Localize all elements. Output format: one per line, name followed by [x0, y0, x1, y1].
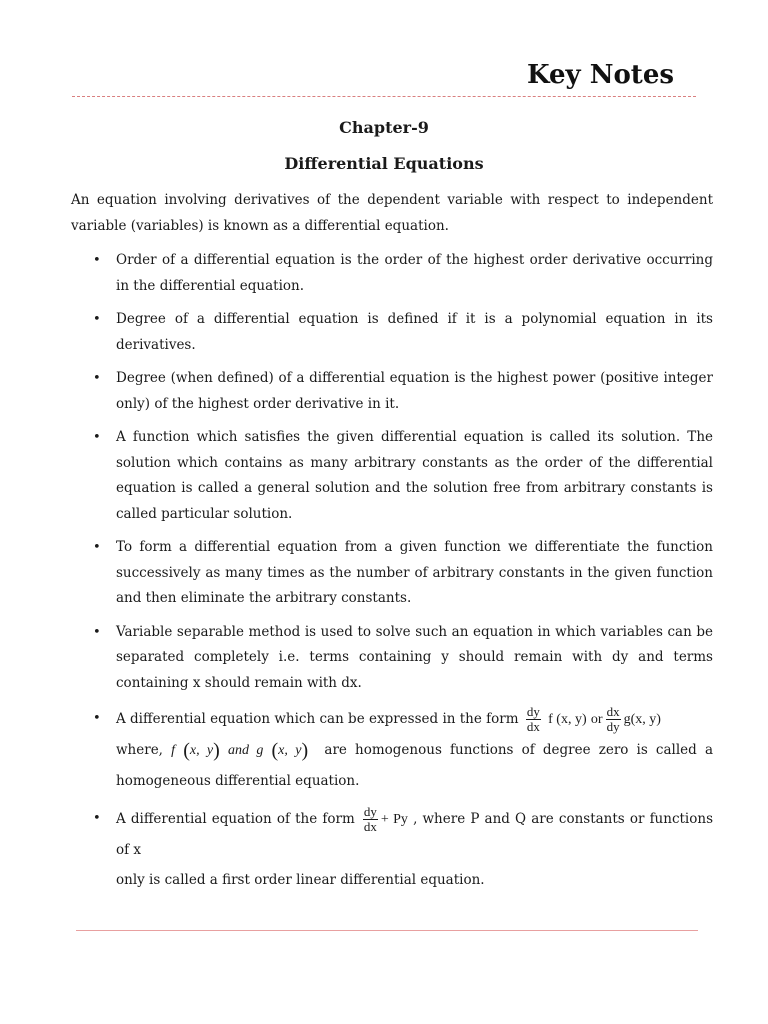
chapter-heading: Chapter-9 [339, 118, 429, 137]
plus-py-term: + Py [380, 812, 408, 827]
bullet-marker: • [93, 711, 101, 726]
f-of-xy: f (x, y) [548, 712, 587, 727]
fraction-numerator: dy [526, 704, 540, 719]
fraction-denominator: dx [526, 719, 540, 734]
bullet-linear [93, 804, 714, 895]
g-function-args: x, y [278, 743, 302, 758]
bullet-marker: • [93, 811, 101, 826]
fraction-dy-dx [363, 805, 378, 834]
bullet-solution [93, 425, 713, 527]
fraction-denominator: dy [606, 719, 620, 734]
bullet-marker: • [93, 624, 101, 640]
bullet-text: Degree of a differential equation is defined if it is a polynomial equation in its derivatives. [116, 311, 713, 353]
paren-open-icon: ( [183, 739, 190, 762]
bullet-marker: • [93, 430, 101, 445]
where-word: where, [116, 742, 163, 758]
f-function-name: f [171, 743, 176, 758]
bullet-text: Degree (when defined) of a differential equation is the highest power (positive integer only) of the highest order derivative in it. [116, 370, 713, 412]
bullet-degree-defined [93, 307, 713, 358]
bullet-forming-equation [93, 535, 713, 612]
fraction-numerator: dy [363, 804, 377, 819]
and-g-text: and g [227, 743, 264, 758]
notes-bullet-list [0, 248, 768, 903]
topic-heading: Differential Equations [284, 154, 484, 173]
bullet-text: Order of a differential equation is the order of the highest order derivative occurring in the differential equation. [116, 252, 713, 294]
g-of-xy: g(x, y) [623, 712, 661, 727]
bullet-marker: • [93, 312, 101, 327]
fraction-denominator: dx [363, 819, 377, 834]
page-header-title: Key Notes [526, 60, 674, 90]
fraction-dx-dy [606, 705, 621, 734]
fraction-dy-dx [526, 705, 541, 734]
bullet-degree-highest-power [93, 366, 713, 417]
bullet-order [93, 248, 713, 299]
intro-paragraph: An equation involving derivatives of the dependent variable with respect to independent variable (variables) is known as a differential equation. [71, 192, 713, 234]
footer-divider [76, 930, 698, 931]
bullet-text: Variable separable method is used to solve such an equation in which variables can be separated completely i.e. terms containing y should remain with dy and terms containing x should remain with dx. [116, 623, 713, 691]
homogeneous-lead-text: A differential equation which can be expressed in the form [116, 711, 519, 727]
or-word: or [590, 712, 603, 727]
paren-close-icon: ) [213, 739, 220, 762]
bullet-marker: • [93, 540, 101, 555]
homogeneous-tail-text: are homogenous functions of degree zero is called a homogeneous differential equation. [116, 742, 713, 789]
bullet-text: To form a differential equation from a given function we differentiate the function successively as many times as the number of arbitrary constants in the given function and then eliminate the arbitrary constants. [116, 539, 713, 606]
linear-lead-text: A differential equation of the form [116, 811, 355, 827]
linear-tail-text-b: only is called a first order linear differential equation. [116, 872, 485, 888]
bullet-text: A function which satisfies the given differential equation is called its solution. The solution which contains as many arbitrary constants as the order of the differential equation is called a general solution and the solution free from arbitrary constants is called particular solution. [116, 429, 713, 522]
header-dashed-divider [72, 96, 696, 97]
paren-open-icon: ( [271, 739, 279, 762]
bullet-variable-separable [93, 620, 713, 697]
f-function-args: x, y [189, 743, 214, 758]
bullet-marker: • [93, 371, 101, 386]
bullet-marker: • [93, 253, 101, 268]
paren-close-icon: ) [301, 739, 309, 762]
linear-tail-text-a: , where P and Q are constants or functions of x [116, 811, 714, 858]
fraction-numerator: dx [606, 704, 620, 719]
bullet-homogeneous [93, 704, 713, 796]
